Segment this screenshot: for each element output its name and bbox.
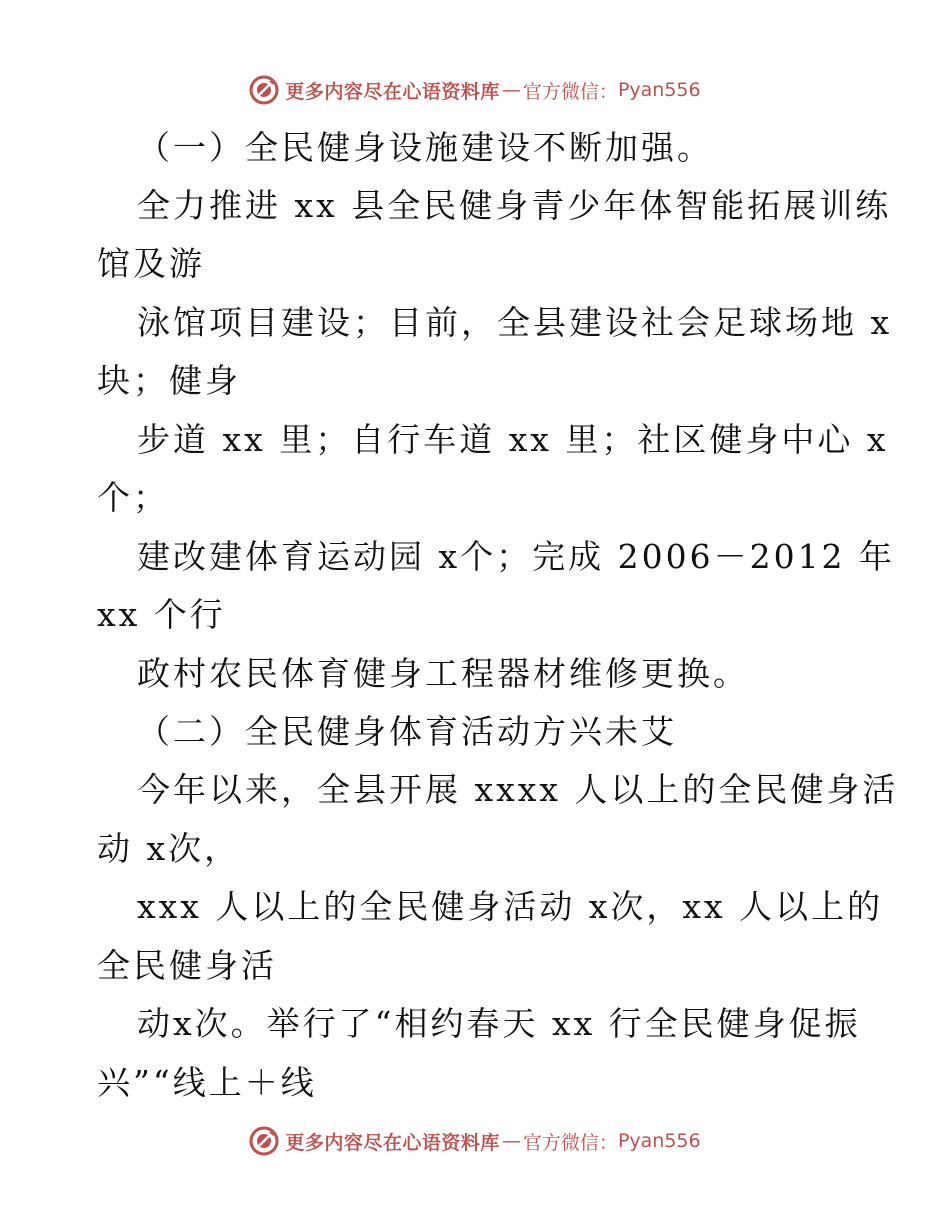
- paragraph-line: 动 x次，: [97, 829, 241, 868]
- paragraph-line: 步道 xx 里；自行车道 xx 里；社区健身中心 x: [137, 420, 889, 459]
- watermark-wechat-label: 官方微信：: [522, 1131, 618, 1154]
- section-heading-1: （一）全民健身设施建设不断加强。: [137, 128, 713, 167]
- header-watermark: [0, 70, 950, 110]
- watermark-wechat-label: 官方微信：: [522, 80, 618, 103]
- watermark-title: 更多内容尽在心语资料库: [285, 80, 500, 103]
- watermark-dash: —: [501, 79, 521, 101]
- paragraph-line: xx 个行: [97, 595, 226, 634]
- paragraph-line: 动x次。举行了“相约春天 xx 行全民健身促振: [137, 1004, 861, 1043]
- watermark-wechat-id: Pyan556: [617, 1130, 701, 1152]
- paragraph-line: 政村农民体育健身工程器材维修更换。: [137, 654, 749, 693]
- watermark-wechat-id: Pyan556: [617, 79, 701, 101]
- brand-logo-icon: [249, 75, 279, 105]
- paragraph-line: xxx 人以上的全民健身活动 x次，xx 人以上的: [137, 887, 884, 926]
- paragraph-line: 兴”“线上＋线: [97, 1063, 317, 1102]
- paragraph-line: 全民健身活: [97, 946, 277, 985]
- paragraph-line: 块；健身: [97, 361, 241, 400]
- footer-watermark: [0, 1121, 950, 1161]
- brand-logo-icon: [249, 1126, 279, 1156]
- watermark-title: 更多内容尽在心语资料库: [285, 1131, 500, 1154]
- paragraph-line: 今年以来，全县开展 xxxx 人以上的全民健身活: [137, 770, 899, 809]
- paragraph-line: 全力推进 xx 县全民健身青少年体智能拓展训练: [137, 186, 892, 225]
- paragraph-line: 泳馆项目建设；目前，全县建设社会足球场地 x: [137, 303, 893, 342]
- watermark-dash: —: [501, 1130, 521, 1152]
- paragraph-line: 个；: [97, 478, 169, 517]
- paragraph-line: 建改建体育运动园 x个；完成 2006－2012 年: [137, 537, 896, 576]
- section-heading-2: （二）全民健身体育活动方兴未艾: [137, 712, 677, 751]
- paragraph-line: 馆及游: [97, 244, 205, 283]
